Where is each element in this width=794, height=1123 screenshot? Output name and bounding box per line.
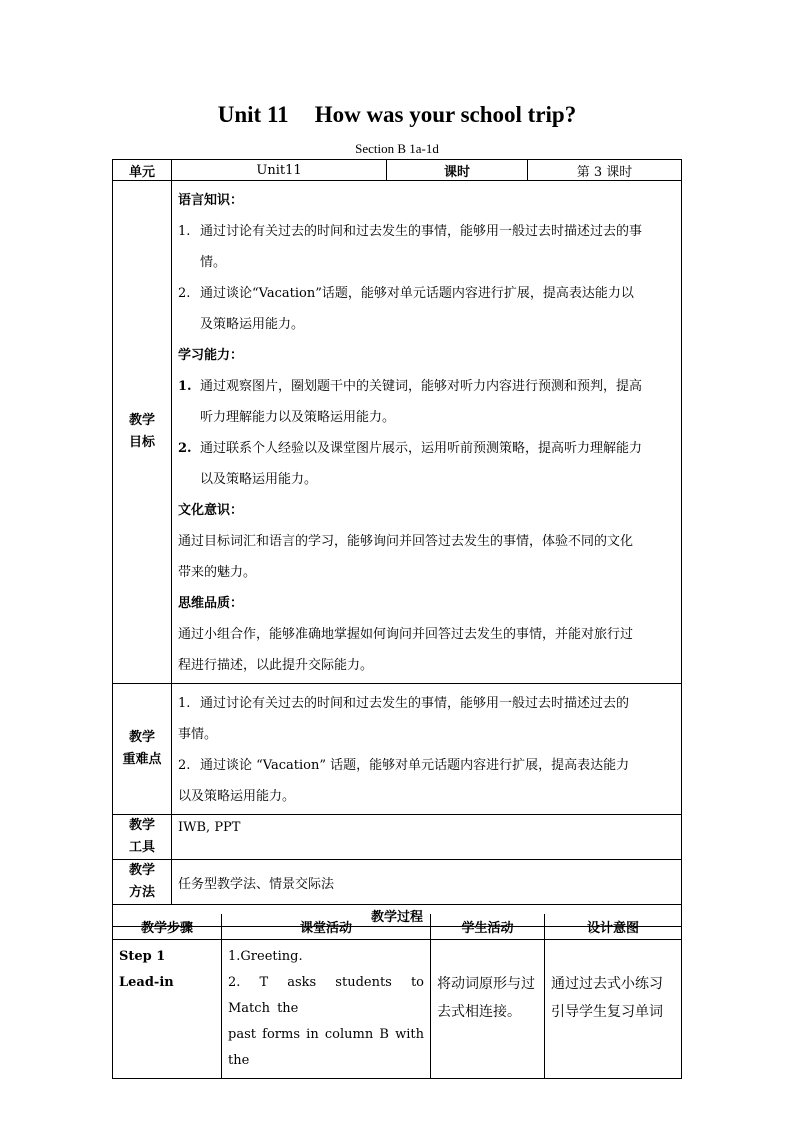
- col-student: 学生活动: [431, 914, 545, 939]
- activity-cell: 1.Greeting. 2. T asks students to Match the past forms in column B with the: [222, 939, 431, 1078]
- tools-label: 教学 工具: [113, 815, 172, 860]
- process-table: [112, 914, 682, 1079]
- objectives-row: [113, 181, 682, 684]
- objectives-content: 语言知识： 1. 通过讨论有关过去的时间和过去发生的事情，能够用一般过去时描述过去的事 情。 2. 通过谈论“Vacation”话题，能够对单元话题内容进行扩展，提高表达能力以 及策略运用能力。 学习能力： 1. 通过观察图片，圈划题干中的关键词，能够对听力内容进行预测和预判，提高 听力理解能力以及策略运用能力。 2. 通过联系个人经验以及课堂图片展示，运用听前预测策略，提高听力理解能力 以及策略运用能力。 文化意识： 通过目标词汇和语言的学习，能够询问并回答过去发生的事情，体验不同的文化 带来的魅力。 思维品质： 通过小组合作，能够准确地掌握如何询问并回答过去发生的事情，并能对旅行过 程进行描述，以此提升交际能力。: [172, 181, 682, 684]
- culture-text: 通过目标词汇和语言的学习，能够询问并回答过去发生的事情，体验不同的文化: [178, 534, 634, 549]
- learning-item: 2. 通过联系个人经验以及课堂图片展示，运用听前预测策略，提高听力理解能力: [178, 441, 643, 456]
- learning-heading: 学习能力：: [178, 348, 244, 363]
- methods-label: 教学 方法: [113, 860, 172, 905]
- period-label: 课时: [387, 160, 528, 181]
- page-subtitle: Section B 1a-1d: [355, 141, 439, 156]
- tools-value: IWB, PPT: [172, 815, 682, 860]
- step-row: [113, 939, 682, 1078]
- page-title: [0, 102, 794, 128]
- learning-item: 1. 通过观察图片，圈划题干中的关键词，能够对听力内容进行预测和预判，提高: [178, 379, 643, 394]
- student-cell: 将动词原形与过 去式相连接。: [431, 939, 545, 1078]
- process-columns-row: [113, 914, 682, 939]
- step-label: Step 1 Lead-in: [113, 939, 222, 1078]
- key-points-content: 1. 通过讨论有关过去的时间和过去发生的事情，能够用一般过去时描述过去的 事情。 2. 通过谈论 “Vacation” 话题，能够对单元话题内容进行扩展，提高表达能力 以及策略运用能力。: [172, 684, 682, 815]
- tools-row: [113, 815, 682, 860]
- title-topic: How was your school trip?: [314, 102, 577, 127]
- methods-row: [113, 860, 682, 905]
- unit-value: Unit11: [172, 160, 387, 181]
- col-intent: 设计意图: [545, 914, 682, 939]
- period-value: 第 3 课时: [528, 160, 682, 181]
- language-heading: 语言知识：: [178, 193, 244, 208]
- process-heading: 教学过程: [113, 905, 682, 927]
- language-item: 1. 通过讨论有关过去的时间和过去发生的事情，能够用一般过去时描述过去的事: [178, 224, 643, 239]
- lesson-plan-table: [112, 159, 682, 927]
- key-points-row: [113, 684, 682, 815]
- key-points-label: 教学 重难点: [113, 684, 172, 815]
- objectives-label: 教学 目标: [113, 181, 172, 684]
- col-step: 教学步骤: [113, 914, 222, 939]
- culture-heading: 文化意识：: [178, 503, 244, 518]
- language-item: 2. 通过谈论“Vacation”话题，能够对单元话题内容进行扩展，提高表达能力以: [178, 286, 634, 301]
- key-point-item: 2. 通过谈论 “Vacation” 话题，能够对单元话题内容进行扩展，提高表达能力: [178, 758, 630, 773]
- header-row: [113, 160, 682, 181]
- title-unit: Unit 11: [217, 102, 289, 127]
- col-activity: 课堂活动: [222, 914, 431, 939]
- methods-value: 任务型教学法、情景交际法: [172, 860, 682, 905]
- unit-label: 单元: [113, 160, 172, 181]
- thinking-text: 通过小组合作，能够准确地掌握如何询问并回答过去发生的事情，并能对旅行过: [178, 627, 634, 642]
- thinking-heading: 思维品质：: [178, 596, 244, 611]
- intent-cell: 通过过去式小练习 引导学生复习单词: [545, 939, 682, 1078]
- key-point-item: 1. 通过讨论有关过去的时间和过去发生的事情，能够用一般过去时描述过去的: [178, 696, 630, 711]
